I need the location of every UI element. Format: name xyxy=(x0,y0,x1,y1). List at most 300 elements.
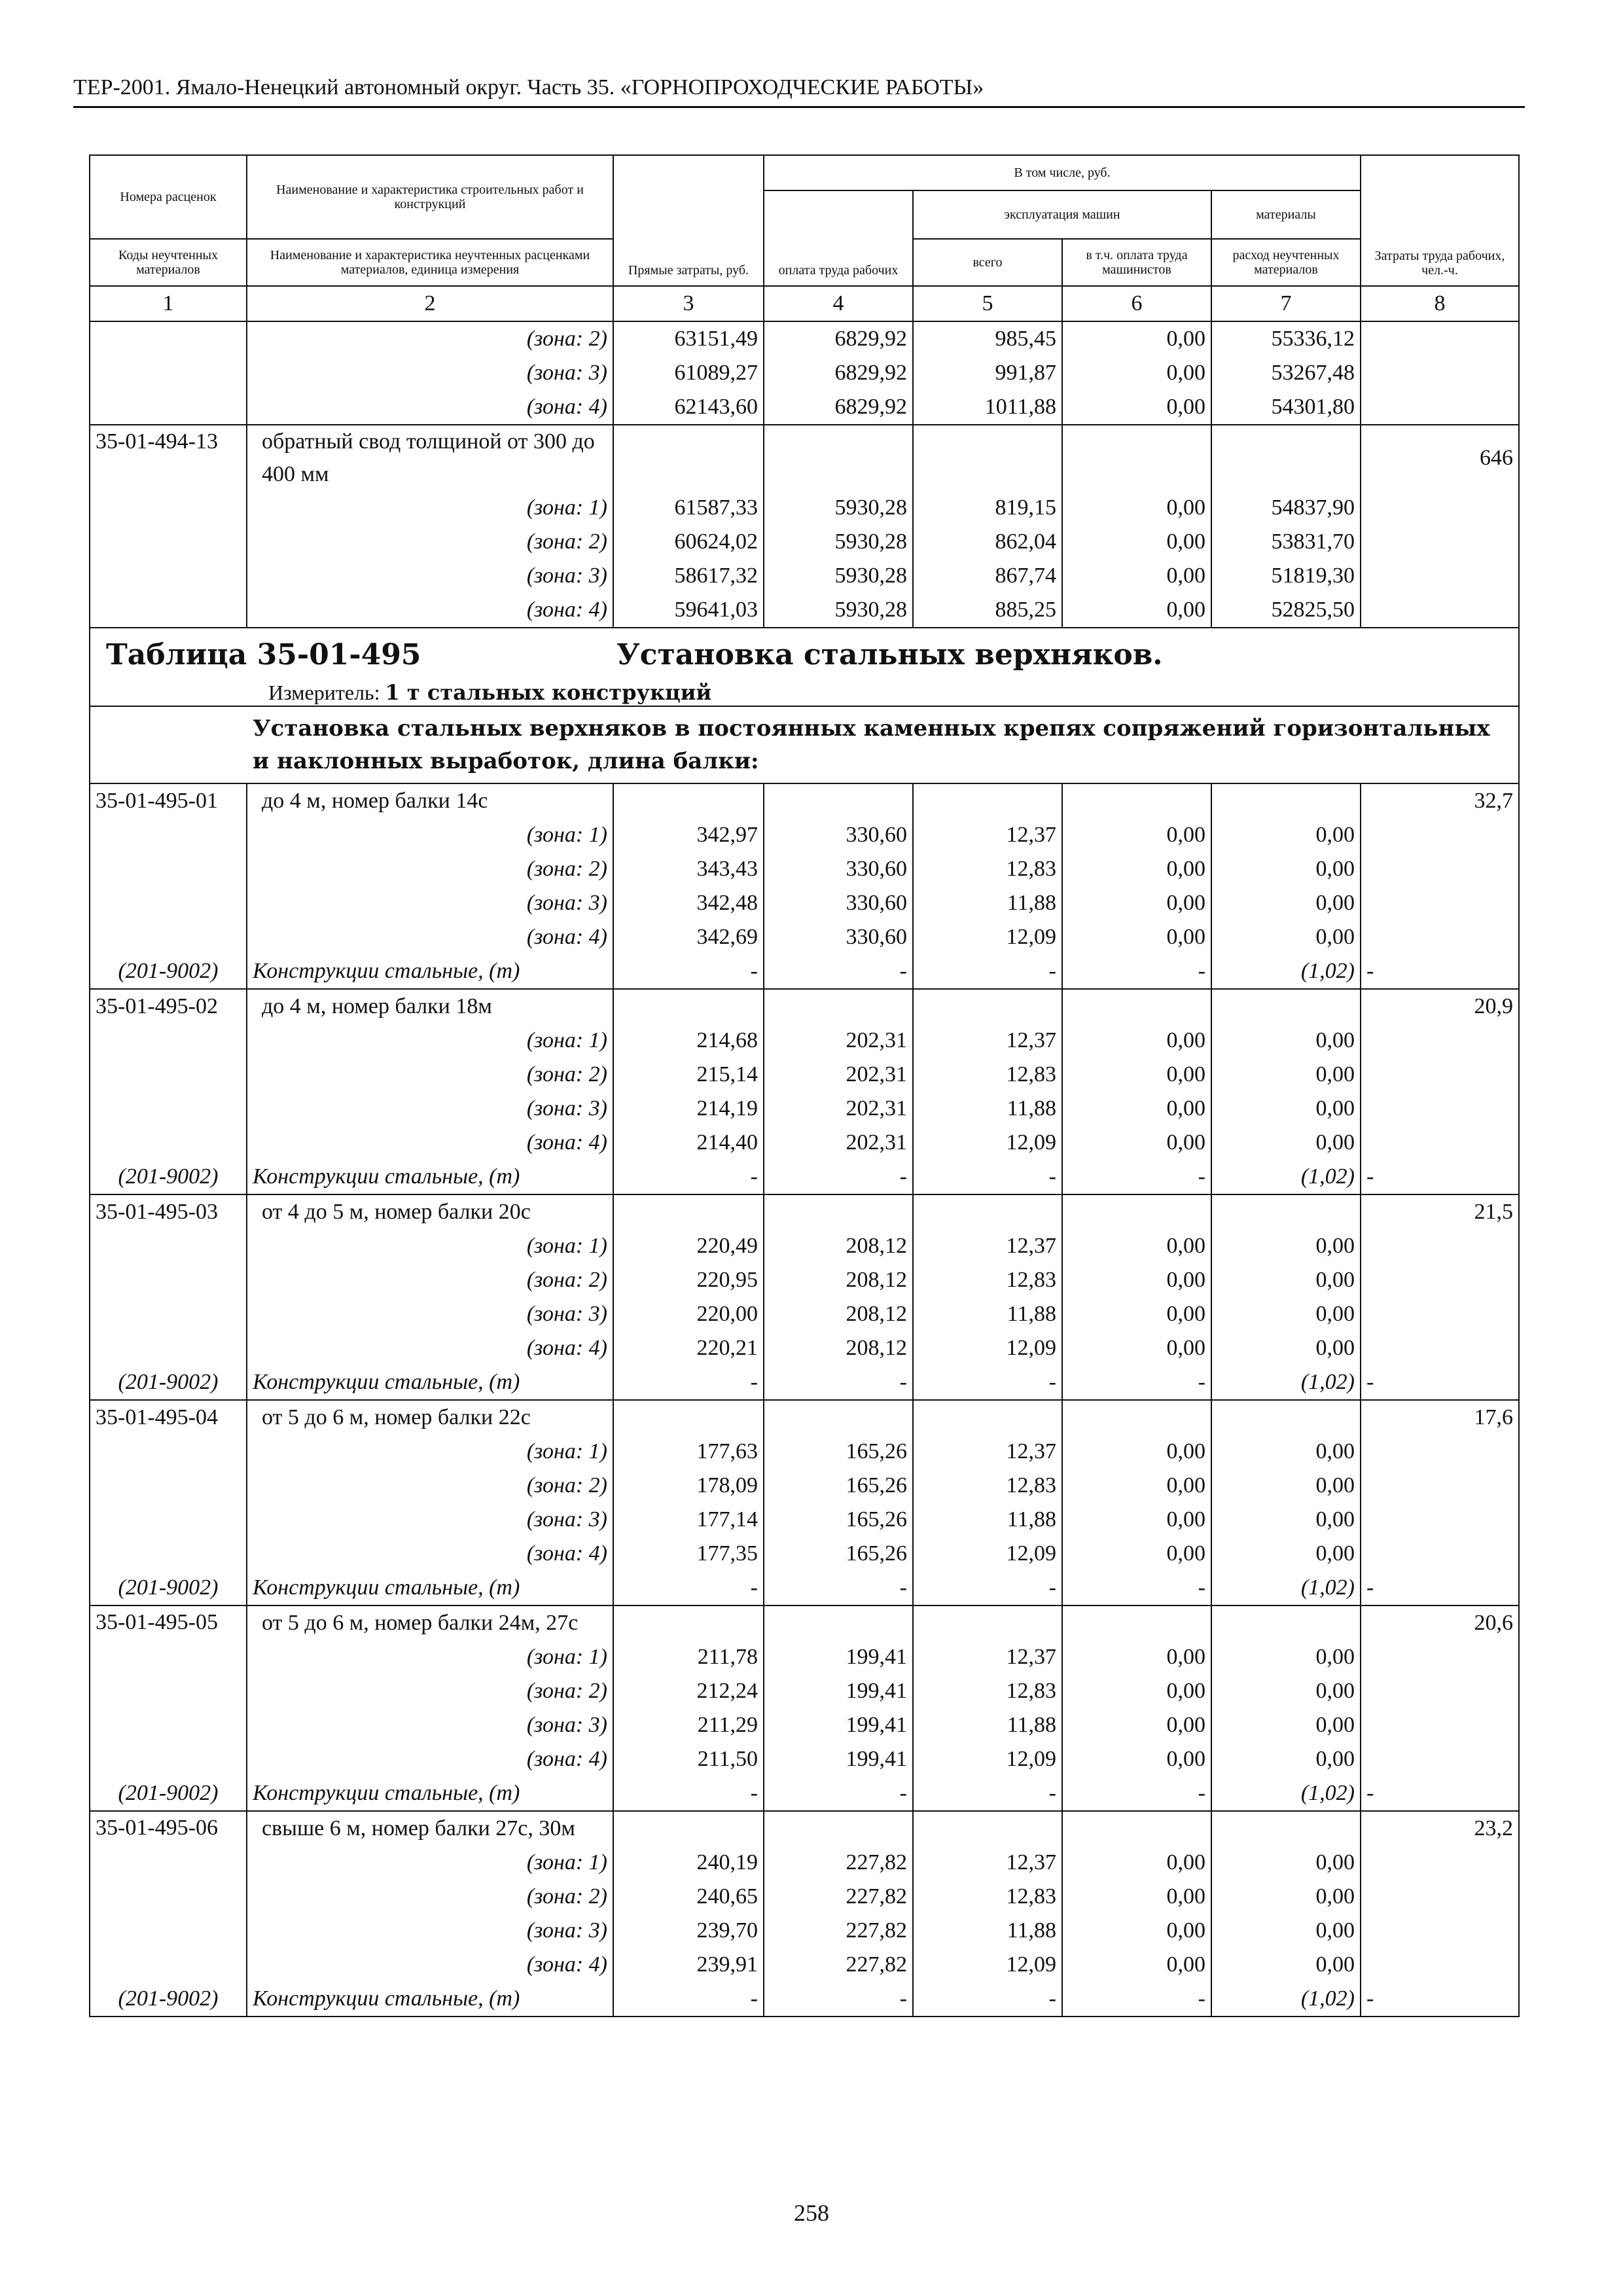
machinist-cost: 0,00 xyxy=(1062,818,1211,852)
zone-row xyxy=(90,1331,1519,1365)
labor-cost: - xyxy=(764,1776,913,1811)
machinist-cost: 0,00 xyxy=(1062,1708,1211,1742)
labor-hours: 646 xyxy=(1361,425,1519,491)
direct-cost: 59641,03 xyxy=(613,593,764,628)
code-cell xyxy=(90,1914,247,1948)
col5-header: всего xyxy=(913,239,1062,286)
zone-label: (зона: 3) xyxy=(247,1708,613,1742)
machine-cost: - xyxy=(913,954,1062,989)
zone-row xyxy=(90,1297,1519,1331)
labor-hours xyxy=(1361,491,1519,525)
rate-code: 35-01-495-01 xyxy=(90,783,247,818)
machinist-cost: 0,00 xyxy=(1062,886,1211,920)
labor-hours xyxy=(1361,1503,1519,1537)
labor-hours: 23,2 xyxy=(1361,1811,1519,1846)
machinist-cost: 0,00 xyxy=(1062,356,1211,390)
empty-cell xyxy=(1062,989,1211,1024)
labor-cost: 202,31 xyxy=(764,1058,913,1092)
labor-cost: 330,60 xyxy=(764,920,913,954)
labor-hours: 17,6 xyxy=(1361,1400,1519,1435)
zone-row xyxy=(90,1742,1519,1776)
material-cost: 52825,50 xyxy=(1211,593,1361,628)
empty-cell xyxy=(1062,1811,1211,1846)
labor-cost: 165,26 xyxy=(764,1435,913,1469)
material-qty: (1,02) xyxy=(1211,1160,1361,1194)
empty-cell xyxy=(613,425,764,491)
labor-cost: 227,82 xyxy=(764,1948,913,1982)
labor-hours xyxy=(1361,1126,1519,1160)
labor-cost: 208,12 xyxy=(764,1297,913,1331)
material-row xyxy=(90,1365,1519,1400)
machine-cost: - xyxy=(913,1571,1062,1605)
labor-hours xyxy=(1361,1846,1519,1880)
material-qty: (1,02) xyxy=(1211,1982,1361,2017)
machine-cost: - xyxy=(913,1365,1062,1400)
material-code: (201-9002) xyxy=(90,1365,247,1400)
material-cost: 0,00 xyxy=(1211,1537,1361,1571)
zone-label: (зона: 4) xyxy=(247,920,613,954)
direct-cost: 239,91 xyxy=(613,1948,764,1982)
material-row xyxy=(90,954,1519,989)
zone-row xyxy=(90,1503,1519,1537)
zone-label: (зона: 2) xyxy=(247,1058,613,1092)
labor-cost: 208,12 xyxy=(764,1331,913,1365)
machinist-cost: 0,00 xyxy=(1062,1640,1211,1674)
material-cost: 0,00 xyxy=(1211,1640,1361,1674)
zone-label: (зона: 2) xyxy=(247,1469,613,1503)
zone-label: (зона: 3) xyxy=(247,559,613,593)
material-cost: 0,00 xyxy=(1211,852,1361,886)
direct-cost: 212,24 xyxy=(613,1674,764,1708)
direct-cost: - xyxy=(613,1571,764,1605)
direct-cost: 211,78 xyxy=(613,1640,764,1674)
empty-cell xyxy=(1211,425,1361,491)
machine-cost: 12,83 xyxy=(913,1469,1062,1503)
labor-cost: 330,60 xyxy=(764,818,913,852)
machinist-cost: - xyxy=(1062,954,1211,989)
direct-cost: 61587,33 xyxy=(613,491,764,525)
machinist-cost: 0,00 xyxy=(1062,1092,1211,1126)
zone-label: (зона: 4) xyxy=(247,1948,613,1982)
machinist-cost: - xyxy=(1062,1365,1211,1400)
direct-cost: 220,00 xyxy=(613,1297,764,1331)
code-cell xyxy=(90,1640,247,1674)
zone-row xyxy=(90,920,1519,954)
machinist-cost: 0,00 xyxy=(1062,1469,1211,1503)
direct-cost: 177,35 xyxy=(613,1537,764,1571)
material-qty: (1,02) xyxy=(1211,954,1361,989)
machinist-cost: 0,00 xyxy=(1062,1503,1211,1537)
empty-cell xyxy=(913,783,1062,818)
labor-hours xyxy=(1361,1058,1519,1092)
column-number: 7 xyxy=(1211,286,1361,321)
code-cell xyxy=(90,852,247,886)
material-code: (201-9002) xyxy=(90,954,247,989)
material-name: Конструкции стальные, (т) xyxy=(247,1982,613,2017)
machine-cost: 12,37 xyxy=(913,1024,1062,1058)
rate-code: 35-01-494-13 xyxy=(90,425,247,491)
materials-header: материалы xyxy=(1211,190,1361,239)
item-row xyxy=(90,989,1519,1024)
zone-row xyxy=(90,1469,1519,1503)
code-cell xyxy=(90,559,247,593)
labor-hours xyxy=(1361,559,1519,593)
zone-label: (зона: 2) xyxy=(247,1263,613,1297)
code-cell xyxy=(90,390,247,425)
code-cell xyxy=(90,1948,247,1982)
item-name: от 5 до 6 м, номер балки 24м, 27с xyxy=(247,1605,613,1640)
material-cost: 0,00 xyxy=(1211,1708,1361,1742)
column-number: 2 xyxy=(247,286,613,321)
machinist-cost: 0,00 xyxy=(1062,1435,1211,1469)
item-row xyxy=(90,425,1519,491)
zone-row xyxy=(90,593,1519,628)
zone-row xyxy=(90,390,1519,425)
zone-label: (зона: 2) xyxy=(247,321,613,356)
labor-hours xyxy=(1361,852,1519,886)
direct-cost: 240,19 xyxy=(613,1846,764,1880)
empty-cell xyxy=(913,989,1062,1024)
machinist-cost: - xyxy=(1062,1571,1211,1605)
material-cost: 0,00 xyxy=(1211,1435,1361,1469)
column-number: 5 xyxy=(913,286,1062,321)
machine-cost: 12,37 xyxy=(913,818,1062,852)
direct-cost: 58617,32 xyxy=(613,559,764,593)
zone-label: (зона: 1) xyxy=(247,818,613,852)
col6-header: в т.ч. оплата труда машинистов xyxy=(1062,239,1211,286)
machinist-cost: 0,00 xyxy=(1062,593,1211,628)
machinist-cost: 0,00 xyxy=(1062,1674,1211,1708)
labor-hours xyxy=(1361,818,1519,852)
direct-cost: 63151,49 xyxy=(613,321,764,356)
material-cost: 0,00 xyxy=(1211,1503,1361,1537)
machine-cost: - xyxy=(913,1160,1062,1194)
machinist-cost: 0,00 xyxy=(1062,525,1211,559)
material-qty: (1,02) xyxy=(1211,1571,1361,1605)
machine-cost: - xyxy=(913,1982,1062,2017)
material-cost: 51819,30 xyxy=(1211,559,1361,593)
empty-cell xyxy=(913,1194,1062,1229)
labor-hours xyxy=(1361,1537,1519,1571)
rate-code: 35-01-495-02 xyxy=(90,989,247,1024)
labor-cost: 165,26 xyxy=(764,1537,913,1571)
direct-cost: 215,14 xyxy=(613,1058,764,1092)
machine-cost: 867,74 xyxy=(913,559,1062,593)
zone-row xyxy=(90,559,1519,593)
labor-hours xyxy=(1361,1024,1519,1058)
column-number: 8 xyxy=(1361,286,1519,321)
direct-cost: 61089,27 xyxy=(613,356,764,390)
item-name: до 4 м, номер балки 18м xyxy=(247,989,613,1024)
code-cell xyxy=(90,1742,247,1776)
direct-cost: 220,95 xyxy=(613,1263,764,1297)
zone-row xyxy=(90,852,1519,886)
machinist-cost: 0,00 xyxy=(1062,1537,1211,1571)
empty-cell xyxy=(913,1605,1062,1640)
zone-row xyxy=(90,525,1519,559)
table-header xyxy=(90,155,1519,286)
column-number: 1 xyxy=(90,286,247,321)
machine-cost: 12,09 xyxy=(913,1126,1062,1160)
material-cost: 54837,90 xyxy=(1211,491,1361,525)
machine-cost: 12,09 xyxy=(913,1948,1062,1982)
machinist-cost: 0,00 xyxy=(1062,1058,1211,1092)
item-row xyxy=(90,783,1519,818)
code-cell xyxy=(90,1846,247,1880)
column-numbers-row xyxy=(90,286,1519,321)
code-cell xyxy=(90,1126,247,1160)
material-cost: 0,00 xyxy=(1211,1092,1361,1126)
zone-label: (зона: 3) xyxy=(247,1503,613,1537)
zone-label: (зона: 1) xyxy=(247,1024,613,1058)
zone-row xyxy=(90,1537,1519,1571)
material-cost: 0,00 xyxy=(1211,1297,1361,1331)
material-cost: 0,00 xyxy=(1211,1058,1361,1092)
material-row xyxy=(90,1571,1519,1605)
direct-cost: 342,69 xyxy=(613,920,764,954)
labor-cost: - xyxy=(764,954,913,989)
labor-hours: - xyxy=(1361,1365,1519,1400)
machinist-cost: 0,00 xyxy=(1062,1331,1211,1365)
material-cost: 53831,70 xyxy=(1211,525,1361,559)
code-cell xyxy=(90,1229,247,1263)
code-cell xyxy=(90,920,247,954)
labor-cost: 199,41 xyxy=(764,1640,913,1674)
labor-hours: 21,5 xyxy=(1361,1194,1519,1229)
zone-row xyxy=(90,1914,1519,1948)
page-number: 258 xyxy=(794,2200,829,2226)
labor-cost: - xyxy=(764,1160,913,1194)
direct-cost: 177,14 xyxy=(613,1503,764,1537)
zone-label: (зона: 3) xyxy=(247,1914,613,1948)
material-qty: (1,02) xyxy=(1211,1776,1361,1811)
labor-hours xyxy=(1361,1469,1519,1503)
code-cell xyxy=(90,1058,247,1092)
machine-cost: 985,45 xyxy=(913,321,1062,356)
rate-code: 35-01-495-06 xyxy=(90,1811,247,1846)
labor-hours xyxy=(1361,1708,1519,1742)
material-cost: 0,00 xyxy=(1211,1024,1361,1058)
labor-cost: 208,12 xyxy=(764,1229,913,1263)
description-row xyxy=(90,706,1519,783)
zone-row xyxy=(90,1126,1519,1160)
zone-row xyxy=(90,321,1519,356)
labor-cost: 202,31 xyxy=(764,1126,913,1160)
item-name: от 4 до 5 м, номер балки 20с xyxy=(247,1194,613,1229)
labor-hours xyxy=(1361,1742,1519,1776)
empty-cell xyxy=(613,1194,764,1229)
empty-cell xyxy=(1211,1400,1361,1435)
labor-hours xyxy=(1361,1263,1519,1297)
direct-cost: - xyxy=(613,1160,764,1194)
empty-cell xyxy=(613,1605,764,1640)
direct-cost: 177,63 xyxy=(613,1435,764,1469)
code-cell xyxy=(90,321,247,356)
machine-cost: 11,88 xyxy=(913,1092,1062,1126)
zone-label: (зона: 4) xyxy=(247,390,613,425)
material-name: Конструкции стальные, (т) xyxy=(247,954,613,989)
code-cell xyxy=(90,1024,247,1058)
machine-cost: 12,83 xyxy=(913,1880,1062,1914)
machinist-cost: 0,00 xyxy=(1062,920,1211,954)
labor-hours xyxy=(1361,1880,1519,1914)
rate-code: 35-01-495-04 xyxy=(90,1400,247,1435)
empty-cell xyxy=(764,1194,913,1229)
col1-bottom-header: Коды неучтенных материалов xyxy=(90,239,247,286)
labor-hours xyxy=(1361,1092,1519,1126)
labor-cost: 199,41 xyxy=(764,1708,913,1742)
machine-cost: 12,09 xyxy=(913,1331,1062,1365)
machine-cost: 12,83 xyxy=(913,852,1062,886)
machinist-cost: - xyxy=(1062,1982,1211,2017)
code-cell xyxy=(90,1503,247,1537)
item-name: обратный свод толщиной от 300 до 400 мм xyxy=(247,425,613,491)
labor-cost: 5930,28 xyxy=(764,525,913,559)
material-cost: 54301,80 xyxy=(1211,390,1361,425)
code-cell xyxy=(90,1674,247,1708)
machinist-cost: 0,00 xyxy=(1062,1126,1211,1160)
material-cost: 0,00 xyxy=(1211,1263,1361,1297)
item-row xyxy=(90,1811,1519,1846)
empty-cell xyxy=(1211,783,1361,818)
col1-top-header: Номера расценок xyxy=(90,155,247,239)
direct-cost: 220,21 xyxy=(613,1331,764,1365)
material-cost: 0,00 xyxy=(1211,1948,1361,1982)
machine-cost: 11,88 xyxy=(913,886,1062,920)
labor-hours xyxy=(1361,920,1519,954)
machinist-cost: 0,00 xyxy=(1062,1846,1211,1880)
labor-cost: 5930,28 xyxy=(764,491,913,525)
machinist-cost: 0,00 xyxy=(1062,1742,1211,1776)
zone-label: (зона: 3) xyxy=(247,1092,613,1126)
zone-label: (зона: 1) xyxy=(247,1640,613,1674)
col4-header: оплата труда рабочих xyxy=(764,190,913,286)
zone-row xyxy=(90,1640,1519,1674)
code-cell xyxy=(90,525,247,559)
labor-hours xyxy=(1361,1435,1519,1469)
machinist-cost: 0,00 xyxy=(1062,1229,1211,1263)
machinist-cost: 0,00 xyxy=(1062,1297,1211,1331)
zone-label: (зона: 3) xyxy=(247,356,613,390)
labor-hours xyxy=(1361,1914,1519,1948)
zone-label: (зона: 4) xyxy=(247,593,613,628)
material-cost: 0,00 xyxy=(1211,1229,1361,1263)
machinist-cost: 0,00 xyxy=(1062,390,1211,425)
material-cost: 0,00 xyxy=(1211,1331,1361,1365)
zone-row xyxy=(90,1674,1519,1708)
table-body xyxy=(90,286,1519,2017)
material-cost: 0,00 xyxy=(1211,1880,1361,1914)
labor-cost: 5930,28 xyxy=(764,559,913,593)
rate-code: 35-01-495-03 xyxy=(90,1194,247,1229)
empty-cell xyxy=(1211,1605,1361,1640)
direct-cost: 342,48 xyxy=(613,886,764,920)
machinist-cost: - xyxy=(1062,1776,1211,1811)
col7-header: расход неучтенных материалов xyxy=(1211,239,1361,286)
labor-cost: - xyxy=(764,1982,913,2017)
zone-label: (зона: 1) xyxy=(247,1229,613,1263)
labor-hours: - xyxy=(1361,954,1519,989)
code-cell xyxy=(90,818,247,852)
labor-hours: 20,6 xyxy=(1361,1605,1519,1640)
zone-row xyxy=(90,356,1519,390)
material-code: (201-9002) xyxy=(90,1160,247,1194)
item-name: свыше 6 м, номер балки 27с, 30м xyxy=(247,1811,613,1846)
material-name: Конструкции стальные, (т) xyxy=(247,1776,613,1811)
labor-cost: 208,12 xyxy=(764,1263,913,1297)
zone-row xyxy=(90,1229,1519,1263)
direct-cost: 211,50 xyxy=(613,1742,764,1776)
labor-cost: - xyxy=(764,1365,913,1400)
code-cell xyxy=(90,886,247,920)
labor-cost: 227,82 xyxy=(764,1914,913,1948)
table-title: Таблица 35-01-495 xyxy=(106,638,421,672)
material-cost: 53267,48 xyxy=(1211,356,1361,390)
empty-cell xyxy=(1211,1194,1361,1229)
zone-row xyxy=(90,818,1519,852)
column-number: 3 xyxy=(613,286,764,321)
labor-cost: 202,31 xyxy=(764,1092,913,1126)
material-cost: 55336,12 xyxy=(1211,321,1361,356)
empty-cell xyxy=(613,989,764,1024)
zone-row xyxy=(90,1092,1519,1126)
zone-row xyxy=(90,1435,1519,1469)
material-cost: 0,00 xyxy=(1211,920,1361,954)
machine-cost: 12,37 xyxy=(913,1229,1062,1263)
material-cost: 0,00 xyxy=(1211,1846,1361,1880)
labor-hours: - xyxy=(1361,1571,1519,1605)
item-name: от 5 до 6 м, номер балки 22с xyxy=(247,1400,613,1435)
empty-cell xyxy=(1062,1400,1211,1435)
machine-cost: 12,83 xyxy=(913,1058,1062,1092)
code-cell xyxy=(90,1880,247,1914)
item-row xyxy=(90,1605,1519,1640)
empty-cell xyxy=(764,425,913,491)
empty-cell xyxy=(1062,425,1211,491)
labor-hours xyxy=(1361,1229,1519,1263)
labor-hours xyxy=(1361,321,1519,356)
labor-cost: 330,60 xyxy=(764,886,913,920)
zone-row xyxy=(90,1880,1519,1914)
labor-cost: 6829,92 xyxy=(764,321,913,356)
labor-hours xyxy=(1361,886,1519,920)
zone-row xyxy=(90,1263,1519,1297)
material-row xyxy=(90,1160,1519,1194)
zone-label: (зона: 4) xyxy=(247,1742,613,1776)
machine-cost: 12,37 xyxy=(913,1435,1062,1469)
empty-cell xyxy=(1211,989,1361,1024)
machines-header: эксплуатация машин xyxy=(913,190,1211,239)
col8-header: Затраты труда рабочих, чел.-ч. xyxy=(1361,155,1519,286)
machinist-cost: 0,00 xyxy=(1062,1914,1211,1948)
direct-cost: - xyxy=(613,1776,764,1811)
empty-cell xyxy=(764,1605,913,1640)
empty-cell xyxy=(913,1400,1062,1435)
zone-label: (зона: 3) xyxy=(247,886,613,920)
item-name: до 4 м, номер балки 14с xyxy=(247,783,613,818)
labor-hours xyxy=(1361,593,1519,628)
material-cost: 0,00 xyxy=(1211,1914,1361,1948)
labor-hours: - xyxy=(1361,1982,1519,2017)
empty-cell xyxy=(1062,783,1211,818)
code-cell xyxy=(90,356,247,390)
machinist-cost: 0,00 xyxy=(1062,852,1211,886)
empty-cell xyxy=(613,1400,764,1435)
table-title-row xyxy=(90,628,1519,706)
zone-label: (зона: 1) xyxy=(247,1846,613,1880)
material-cost: 0,00 xyxy=(1211,886,1361,920)
material-qty: (1,02) xyxy=(1211,1365,1361,1400)
